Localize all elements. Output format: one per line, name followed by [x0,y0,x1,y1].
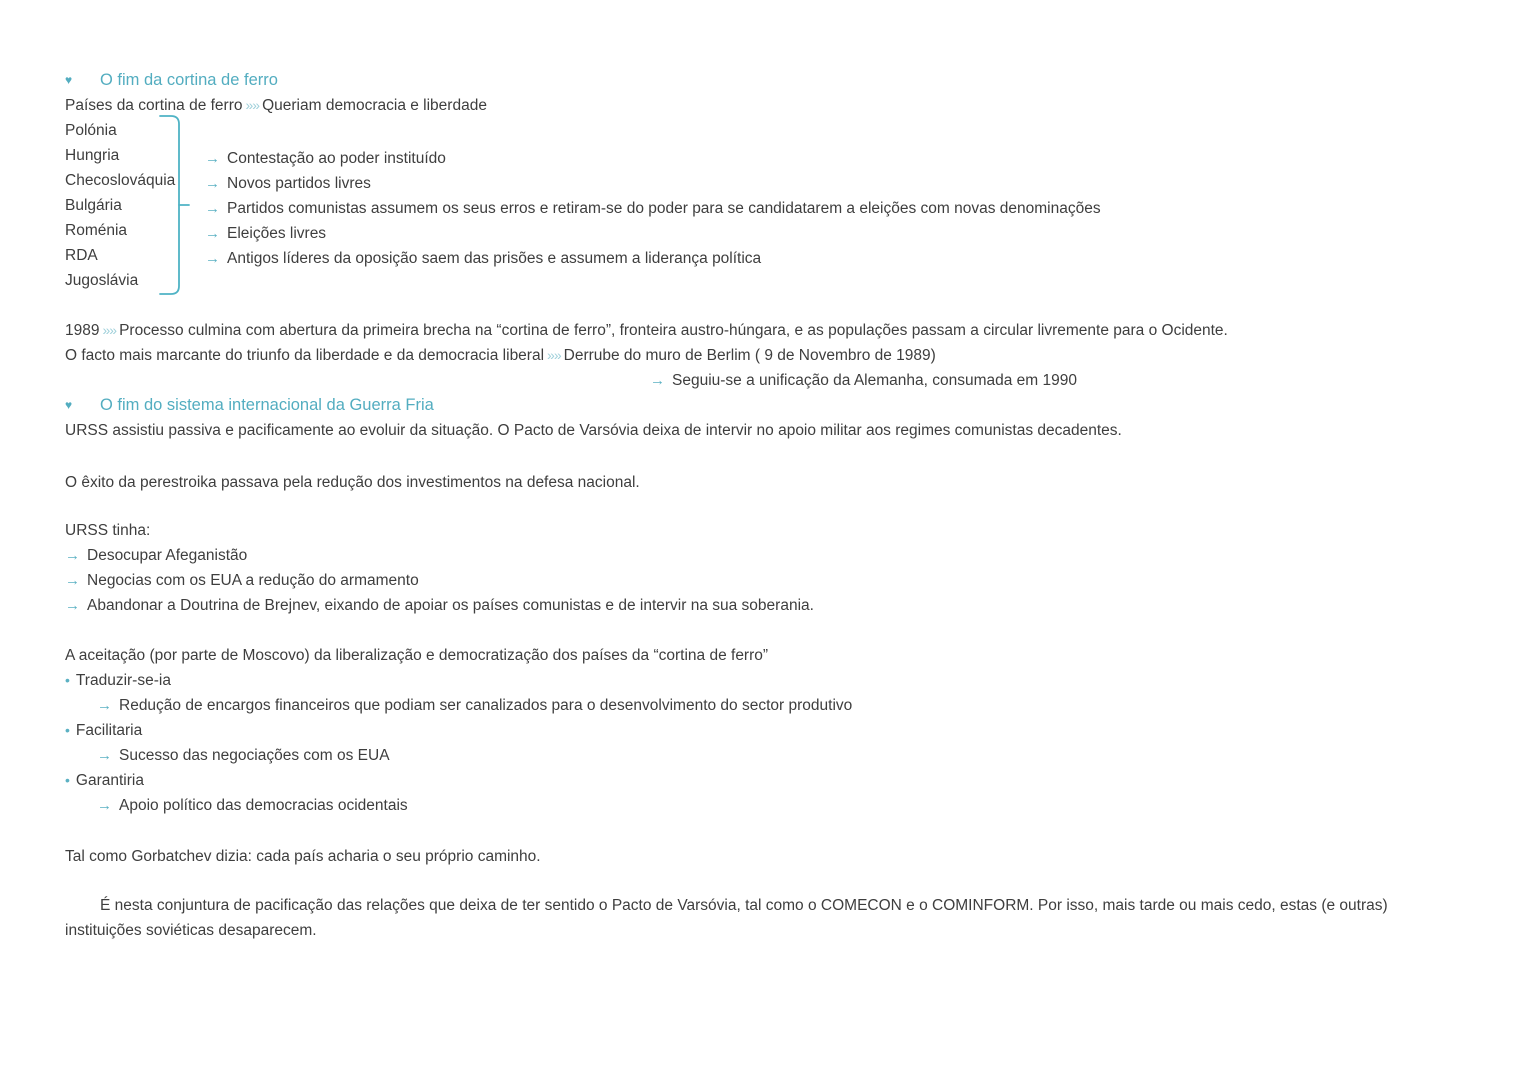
acceptance-label [65,768,1467,793]
double-chevron-icon: »» [245,97,260,113]
outcome-text: Novos partidos livres [227,175,371,192]
countries-diagram [65,118,1467,303]
arrow-icon: → [205,250,220,267]
acceptance-detail-text: Redução de encargos financeiros que podiam ser canalizados para o desenvolvimento do sector produtivo [119,697,853,714]
country-item: Jugoslávia [65,272,139,289]
urss-tinha-label: URSS tinha: [65,522,151,539]
double-chevron-icon: »» [547,347,561,363]
arrow-icon: → [650,372,665,389]
double-chevron-icon: »» [102,322,117,338]
line-fact [65,343,1467,368]
arrow-icon: → [205,175,220,192]
section1-heading-text: O fim da cortina de ferro [100,71,278,89]
dot-bullet-icon: • [65,672,70,688]
acceptance-detail [65,693,1467,718]
country-item: Roménia [65,222,128,239]
outcome-item [205,246,1101,271]
outcome-text: Partidos comunistas assumem os seus erros e retiram-se do poder para se candidatarem a eleições com novas denominações [227,200,1101,217]
urss-action-text: Desocupar Afeganistão [87,547,248,564]
unification-text: Seguiu-se a unificação da Alemanha, consumada em 1990 [672,372,1077,389]
outcome-item [205,196,1101,221]
section2-heading [65,393,1467,418]
urss-action-item [65,593,1467,618]
arrow-icon: → [65,597,80,614]
acceptance-intro: A aceitação (por parte de Moscovo) da liberalização e democratização dos países da “cortina de ferro” [65,647,769,664]
acceptance-detail-text: Apoio político das democracias ocidentais [119,797,408,814]
outcome-text: Contestação ao poder instituído [227,150,446,167]
para-perestroika: O êxito da perestroika passava pela redução dos investimentos na defesa nacional. [65,474,640,491]
outcome-text: Antigos líderes da oposição saem das prisões e assumem a liderança política [227,250,762,267]
heart-bullet-icon: ♥ [65,398,73,412]
acceptance-label [65,668,1467,693]
heart-bullet-icon: ♥ [65,73,73,87]
para-urss: URSS assistiu passiva e pacificamente ao evoluir da situação. O Pacto de Varsóvia deixa de intervir no apoio militar aos regimes comunistas decadentes. [65,422,1122,439]
acceptance-label-text: Garantiria [75,772,144,789]
section2-heading-text: O fim do sistema internacional da Guerra Fria [100,396,434,414]
arrow-icon: → [205,200,220,217]
dot-bullet-icon: • [65,772,70,788]
country-item: Polónia [65,122,117,139]
closing-paragraph: É nesta conjuntura de pacificação das relações que deixa de ter sentido o Pacto de Varsóvia, tal como o COMECON e o COMINFORM. Por isso, mais tarde ou mais cedo, estas (e outras) instituições soviéticas desaparecem. [65,897,1388,939]
outcome-item [205,146,1101,171]
fact-after: Derrube do muro de Berlim ( 9 de Novembro de 1989) [563,347,936,364]
line-1989 [65,318,1467,343]
urss-action-item [65,543,1467,568]
acceptance-detail [65,793,1467,818]
urss-action-text: Abandonar a Doutrina de Brejnev, eixando de apoiar os países comunistas e de intervir na sua soberania. [87,597,814,614]
arrow-icon: → [205,225,220,242]
country-item: Hungria [65,147,120,164]
line-1989-text: Processo culmina com abertura da primeira brecha na “cortina de ferro”, fronteira austro-húngara, e as populações passam a circular livremente para o Ocidente. [119,322,1228,339]
country-item: Checoslováquia [65,172,176,189]
outcome-item [205,171,1101,196]
arrow-icon: → [65,572,80,589]
arrow-icon: → [97,747,112,764]
arrow-icon: → [65,547,80,564]
urss-action-item [65,568,1467,593]
arrow-icon: → [97,797,112,814]
acceptance-detail [65,743,1467,768]
acceptance-label-text: Traduzir-se-ia [75,672,171,689]
outcome-list [205,146,1101,271]
gorbachev-line: Tal como Gorbatchev dizia: cada país acharia o seu próprio caminho. [65,848,541,865]
intro-line [65,93,1467,118]
line-unification [65,368,1467,393]
country-item: RDA [65,247,98,264]
acceptance-label-text: Facilitaria [75,722,143,739]
intro-before: Países da cortina de ferro [65,97,243,114]
country-item: Bulgária [65,197,122,214]
grouping-bracket [158,113,192,297]
outcome-item [205,221,1101,246]
arrow-icon: → [97,697,112,714]
outcome-text: Eleições livres [227,225,327,242]
section1-heading [65,68,1467,93]
fact-before: O facto mais marcante do triunfo da liberdade e da democracia liberal [65,347,545,364]
arrow-icon: → [205,150,220,167]
acceptance-detail-text: Sucesso das negociações com os EUA [119,747,390,764]
acceptance-label [65,718,1467,743]
year-1989: 1989 [65,322,100,339]
dot-bullet-icon: • [65,722,70,738]
urss-action-text: Negocias com os EUA a redução do armamento [87,572,419,589]
intro-after: Queriam democracia e liberdade [262,97,487,114]
